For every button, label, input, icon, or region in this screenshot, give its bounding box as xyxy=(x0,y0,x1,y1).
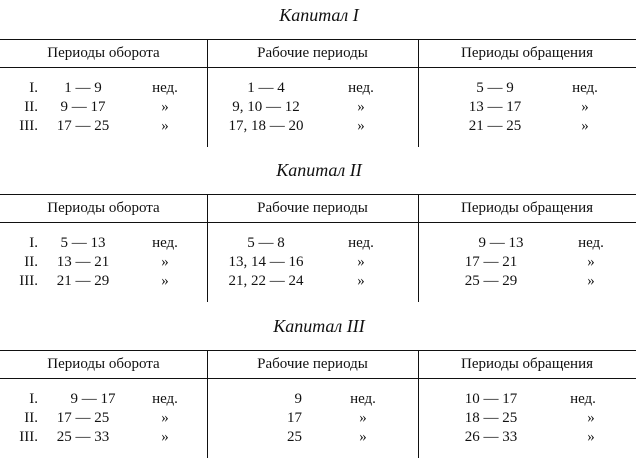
circulation-unit: нед. xyxy=(570,391,596,407)
working-unit: » xyxy=(359,410,367,426)
circulation-unit: нед. xyxy=(572,80,598,96)
working-value: 21, 22 — 24 xyxy=(228,273,304,289)
circulation-value: 18 — 25 xyxy=(464,410,518,426)
working-unit: нед. xyxy=(348,235,374,251)
circulation-value: 17 — 21 xyxy=(464,254,518,270)
header-circulation-periods: Периоды обращения xyxy=(461,356,593,372)
working-unit: нед. xyxy=(350,391,376,407)
circulation-unit: » xyxy=(587,429,595,445)
top-rule xyxy=(0,350,636,351)
turnover-value: 25 — 33 xyxy=(56,429,110,445)
working-value: 17, 18 — 20 xyxy=(228,118,304,134)
circulation-unit: » xyxy=(587,254,595,270)
row-roman: III. xyxy=(19,273,38,289)
circulation-unit: » xyxy=(581,118,589,134)
circulation-value: 5 — 9 xyxy=(476,80,514,96)
row-roman: I. xyxy=(29,235,38,251)
turnover-unit: нед. xyxy=(152,235,178,251)
circulation-value: 10 — 17 xyxy=(464,391,518,407)
table-title-capital-2: Капитал II xyxy=(276,160,362,180)
turnover-value: 17 — 25 xyxy=(56,118,110,134)
turnover-unit: нед. xyxy=(152,80,178,96)
header-rule xyxy=(0,378,636,379)
turnover-value: 9 — 17 xyxy=(70,391,116,407)
working-value: 9 xyxy=(294,391,302,407)
header-rule xyxy=(0,67,636,68)
working-unit: нед. xyxy=(348,80,374,96)
table-title-capital-3: Капитал III xyxy=(273,316,365,336)
turnover-value: 21 — 29 xyxy=(56,273,110,289)
circulation-value: 9 — 13 xyxy=(478,235,524,251)
row-roman: I. xyxy=(29,80,38,96)
circulation-value: 26 — 33 xyxy=(464,429,518,445)
working-unit: » xyxy=(357,273,365,289)
turnover-value: 9 — 17 xyxy=(60,99,106,115)
table-title-capital-1: Капитал I xyxy=(279,5,359,25)
table-capital-1 xyxy=(0,39,636,147)
circulation-value: 21 — 25 xyxy=(468,118,522,134)
header-turnover-periods: Периоды оборота xyxy=(47,45,160,61)
top-rule xyxy=(0,194,636,195)
working-unit: » xyxy=(357,118,365,134)
top-rule xyxy=(0,39,636,40)
header-working-periods: Рабочие периоды xyxy=(257,200,368,216)
working-unit: » xyxy=(357,99,365,115)
header-circulation-periods: Периоды обращения xyxy=(461,200,593,216)
row-roman: III. xyxy=(19,118,38,134)
turnover-unit: » xyxy=(161,429,169,445)
turnover-unit: » xyxy=(161,254,169,270)
circulation-value: 13 — 17 xyxy=(468,99,522,115)
header-working-periods: Рабочие периоды xyxy=(257,45,368,61)
header-circulation-periods: Периоды обращения xyxy=(461,45,593,61)
circulation-value: 25 — 29 xyxy=(464,273,518,289)
table-capital-3 xyxy=(0,350,636,458)
working-value: 17 xyxy=(287,410,302,426)
working-unit: » xyxy=(359,429,367,445)
header-rule xyxy=(0,222,636,223)
row-roman: II. xyxy=(24,254,38,270)
working-unit: » xyxy=(357,254,365,270)
circulation-unit: » xyxy=(581,99,589,115)
row-roman: III. xyxy=(19,429,38,445)
header-turnover-periods: Периоды оборота xyxy=(47,200,160,216)
turnover-value: 17 — 25 xyxy=(56,410,110,426)
turnover-unit: » xyxy=(161,273,169,289)
circulation-unit: нед. xyxy=(578,235,604,251)
row-roman: I. xyxy=(29,391,38,407)
working-value: 9, 10 — 12 xyxy=(232,99,300,115)
turnover-value: 1 — 9 xyxy=(64,80,102,96)
circulation-unit: » xyxy=(587,410,595,426)
working-value: 1 — 4 xyxy=(247,80,285,96)
working-value: 25 xyxy=(287,429,302,445)
working-value: 13, 14 — 16 xyxy=(228,254,304,270)
working-value: 5 — 8 xyxy=(247,235,285,251)
turnover-unit: » xyxy=(161,99,169,115)
turnover-unit: » xyxy=(161,118,169,134)
row-roman: II. xyxy=(24,410,38,426)
turnover-unit: нед. xyxy=(152,391,178,407)
circulation-unit: » xyxy=(587,273,595,289)
header-working-periods: Рабочие периоды xyxy=(257,356,368,372)
turnover-value: 13 — 21 xyxy=(56,254,110,270)
turnover-unit: » xyxy=(161,410,169,426)
row-roman: II. xyxy=(24,99,38,115)
header-turnover-periods: Периоды оборота xyxy=(47,356,160,372)
turnover-value: 5 — 13 xyxy=(60,235,106,251)
table-capital-2 xyxy=(0,194,636,302)
